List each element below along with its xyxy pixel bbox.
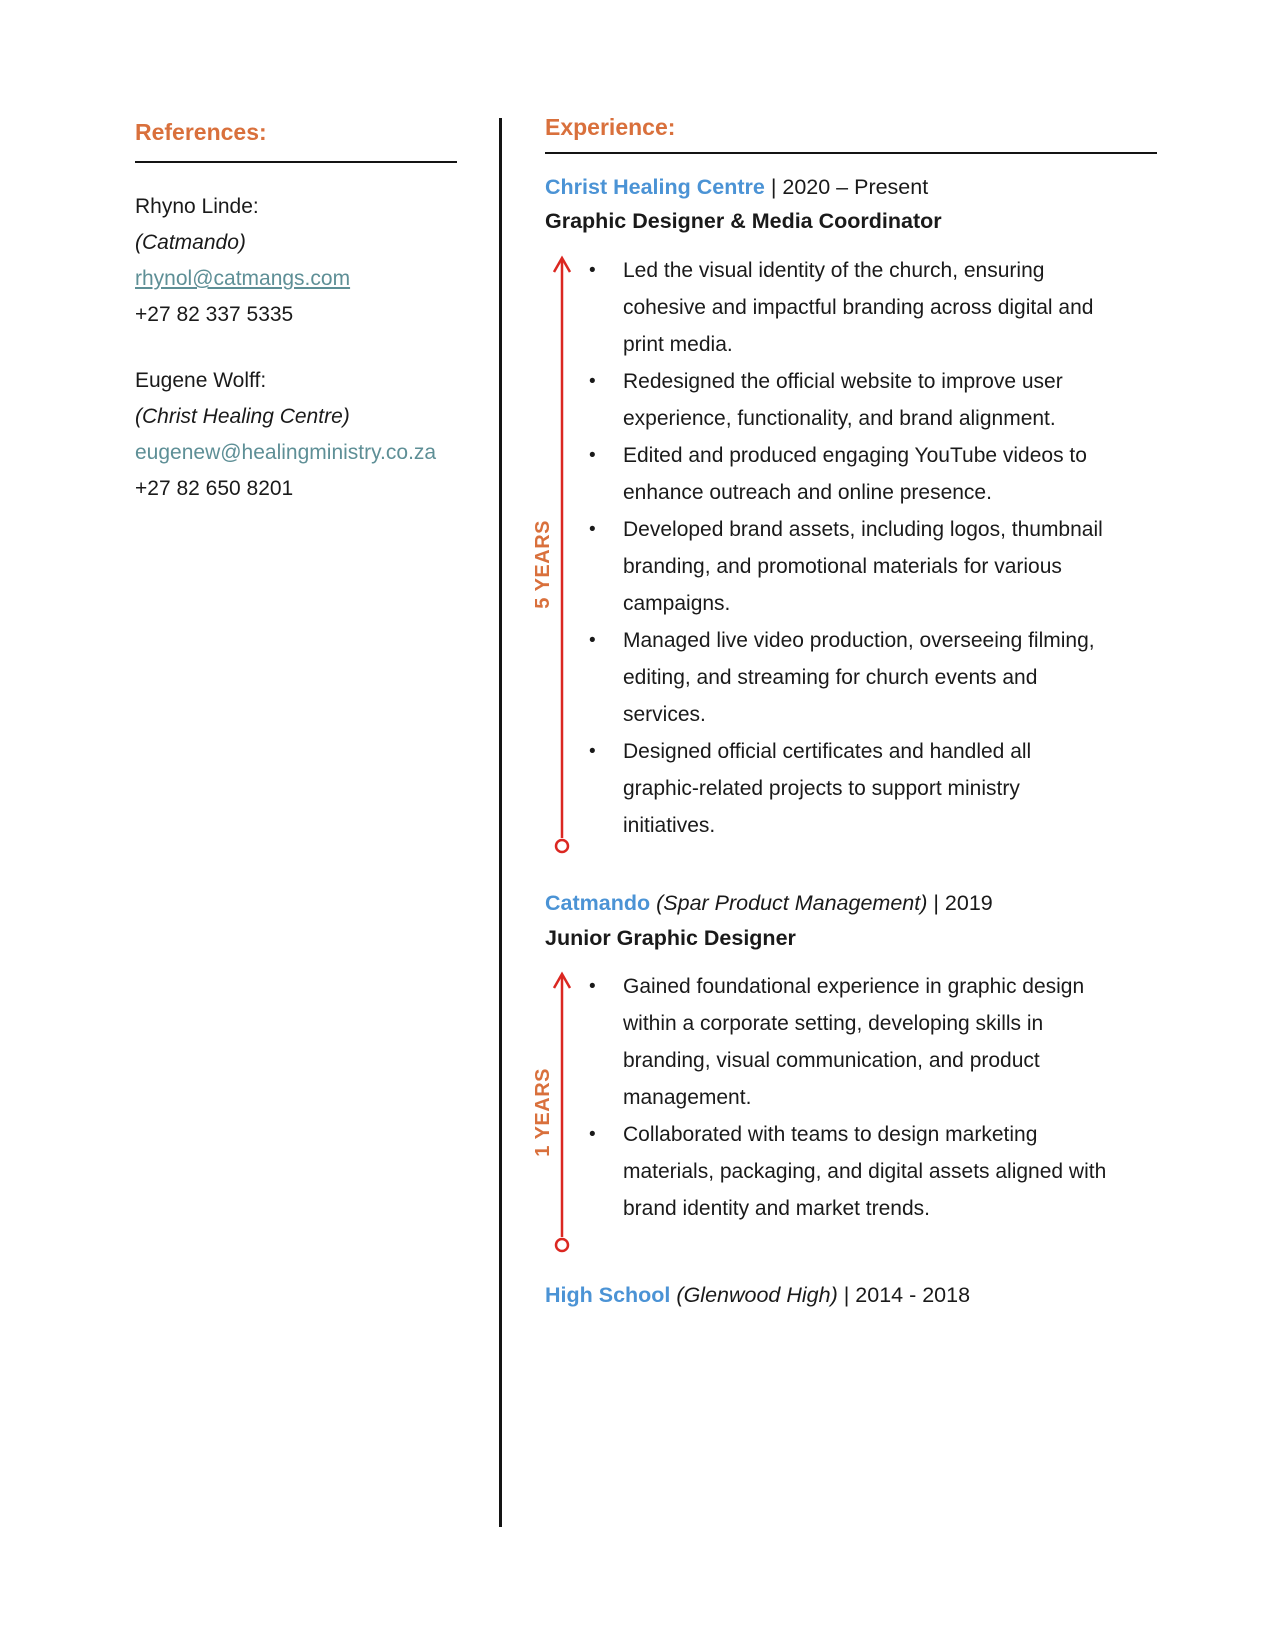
education-dates: | 2014 - 2018 bbox=[843, 1283, 971, 1307]
job-bullets-catmando bbox=[532, 968, 1157, 1227]
reference-organization: (Christ Healing Centre) bbox=[135, 405, 350, 428]
reference-name: Eugene Wolff: bbox=[135, 369, 267, 392]
experience-heading: Experience: bbox=[545, 114, 1157, 154]
reference-contact-1 bbox=[135, 189, 457, 333]
company-name: Catmando bbox=[545, 891, 651, 915]
references-section bbox=[135, 114, 457, 507]
education-line bbox=[545, 1283, 1157, 1308]
job-title-line bbox=[545, 170, 1157, 204]
reference-phone: +27 82 337 5335 bbox=[135, 303, 294, 326]
duration-label: 5 YEARS bbox=[532, 520, 554, 609]
bullet-list bbox=[623, 252, 1110, 844]
job-bullets-christ-healing-centre bbox=[532, 252, 1157, 844]
job-header-catmando bbox=[545, 886, 1157, 956]
bullet-item: • Collaborated with teams to design marketing materials, packaging, and digital assets aligned with brand identity and market trends. bbox=[623, 1116, 1110, 1227]
bullet-item: • Developed brand assets, including logos, thumbnail branding, and promotional materials for various campaigns. bbox=[623, 511, 1110, 622]
bullet-item: • Redesigned the official website to improve user experience, functionality, and brand alignment. bbox=[623, 363, 1110, 437]
job-header-christ-healing-centre bbox=[545, 170, 1157, 238]
job-dates: | 2019 bbox=[933, 891, 993, 915]
reference-name: Rhyno Linde: bbox=[135, 195, 259, 218]
bullet-list bbox=[623, 968, 1110, 1227]
duration-label: 1 YEARS bbox=[532, 1068, 554, 1157]
reference-contact-2 bbox=[135, 363, 457, 507]
reference-phone: +27 82 650 8201 bbox=[135, 477, 294, 500]
references-heading: References: bbox=[135, 114, 457, 163]
job-role: Graphic Designer & Media Coordinator bbox=[545, 209, 942, 233]
bullet-item: • Managed live video production, overseeing filming, editing, and streaming for church events and services. bbox=[623, 622, 1110, 733]
reference-organization: (Catmando) bbox=[135, 231, 246, 254]
reference-email-link[interactable]: eugenew@healingministry.co.za bbox=[135, 441, 437, 464]
job-dates: | 2020 – Present bbox=[770, 175, 929, 199]
column-divider bbox=[499, 118, 502, 1527]
bullet-item: • Gained foundational experience in graphic design within a corporate setting, developing skills in branding, visual communication, and product management. bbox=[623, 968, 1110, 1116]
bullet-item: • Led the visual identity of the church, ensuring cohesive and impactful branding across digital and print media. bbox=[623, 252, 1110, 363]
job-role: Junior Graphic Designer bbox=[545, 926, 796, 950]
school-name: High School bbox=[545, 1283, 671, 1307]
bullet-item: • Designed official certificates and handled all graphic-related projects to support ministry initiatives. bbox=[623, 733, 1110, 844]
reference-email-link[interactable]: rhynol@catmangs.com bbox=[135, 267, 351, 290]
job-title-line bbox=[545, 886, 1157, 921]
school-detail: (Glenwood High) bbox=[676, 1283, 838, 1307]
company-name: Christ Healing Centre bbox=[545, 175, 765, 199]
company-detail: (Spar Product Management) bbox=[656, 891, 928, 915]
bullet-item: • Edited and produced engaging YouTube videos to enhance outreach and online presence. bbox=[623, 437, 1110, 511]
